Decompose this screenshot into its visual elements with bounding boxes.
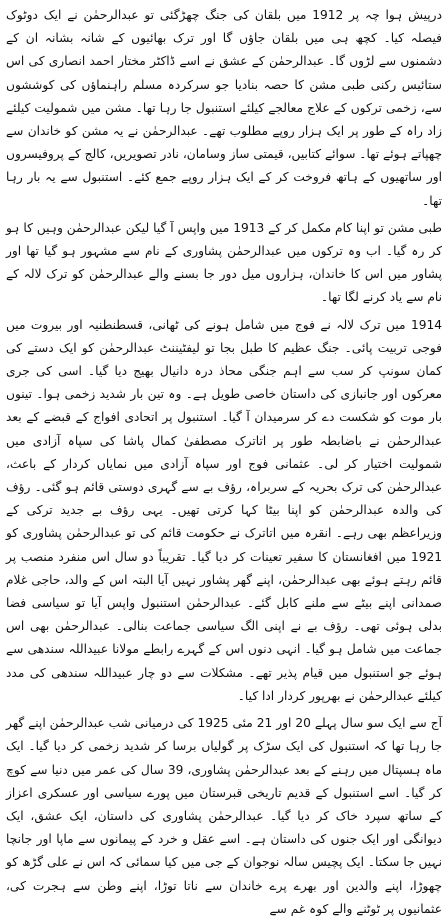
article-paragraph: آج سے ایک سو سال پہلے 20 اور 21 مئی 1925 کی درمیانی شب عبدالرحمٰن اپنے گھر جا رہا تھا کہ استنبول کی ایک سڑک پر گولیاں برسا کر شدید زخمی کر دیا گیا۔ ایک ماہ ہسپتال میں رہنے کے بعد عبدالرحمٰن پشاوری، 39 سال کی عمر میں دنیا سے کوچ کر گیا۔ اسے استنبول کے قدیم تاریخی قبرستان میں پورے سیاسی اور عسکری اعزاز کے ساتھ سپرد خاک کر دیا گیا۔ عبدالرحمٰن پشاوری کی داستان، ایک عشق، ایک دیوانگی اور ایک جنوں کی داستان ہے۔ اسے عقل و خرد کے پیمانوں سے ماپا اور جانچا نہیں جا سکتا۔ ایک پچیس سالہ نوجوان کے جی میں کیا سمائی کہ اس نے علی گڑھ کو چھوڑا، اپنے والدین اور بھرے پرے خاندان سے ناتا توڑا، اپنے وطن سے ہجرت کی، عثمانیوں پر ٹوٹنے والے کوہ غم سے [6,716,442,916]
article-paragraph: درپیش ہوا چہ پر 1912 میں بلقان کی جنگ چھڑگئی تو عبدالرحمٰن نے ایک دوٹوک فیصلہ کیا۔ کچھ ہی میں بلقان جاؤں گا اور ترک بھائیوں کے شانہ بشانہ ان کے دشمنوں سے لڑوں گا۔ عبدالرحمٰن کے عشق نے اسے ڈاکٹر مختار احمد انصاری کی اس ستائیس رکنی طبی مشن کا حصہ بنادیا جو سرکردہ مسلم راہنماؤں کی کوششوں سے، زخمی ترکوں کے علاج معالجے کیلئے استنبول جا رہا تھا۔ مشن میں شمولیت کیلئے زاد راہ کے طور پر ایک ہزار روپے مطلوب تھے۔ عبدالرحمٰن نے یہ مشن کو خاندان سے چھپاتے ہوئے تھا۔ سوائے کتابیں، قیمتی ساز وسامان، نادر تصویریں، کالج کے پروفیسروں اور ساتھیوں کے ہاتھ فروخت کر کے ایک ہزار روپے جمع کئے۔ استنبول سے یہ بار رہا تھا۔ [6,8,442,208]
article-paragraph: طبی مشن تو اپنا کام مکمل کر کے 1913 میں واپس آ گیا لیکن عبدالرحمٰن وہیں کا ہو کر رہ گیا۔ اب وہ ترکوں میں عبدالرحمٰن پشاوری کے نام سے مشہور ہو گیا تھا اور پشاور میں اس کا خاندان، ہزاروں میل دور جا بسنے والے عبدالرحمٰن کو ترک لالہ کے نام سے یاد کرنے لگا تھا۔ [6,220,442,305]
article-paragraph: 1914 میں ترک لالہ نے فوج میں شامل ہونے کی ٹھانی، قسطنطنیہ اور بیروت میں فوجی تربیت پائی۔ جنگ عظیم کا طبل بجا تو لیفٹیننٹ عبدالرحمٰن کو ایک دستے کی کمان سونپ کر سب سے اہم جنگی محاذ درہ دانیال بھیج دیا گیا۔ اسی کی جری معرکوں اور جانبازی کی داستان خاصی طویل ہے۔ وہ تین بار شدید زخمی ہوا۔ تینوں بار موت کو شکست دے کر سرمیدان آ گیا۔ استنبول پر اتحادی افواج کے قبضے کے بعد عبدالرحمٰن نے باضابطہ طور پر اتاترک مصطفیٰ کمال پاشا کی سپاہ آزادی میں شمولیت اختیار کر لی۔ عثمانی فوج اور سپاہ آزادی میں نمایاں کردار کے باعث، عبدالرحمٰن کی ترک بحریہ کے سربراہ، رؤف بے سے گہری دوستی قائم ہو گئی۔ رؤف کی والدہ عبدالرحمٰن کو اپنا بیٹا کہا کرتی تھیں۔ یہی رؤف بے جدید ترکی کے وزیراعظم بھی رہے۔ انقرہ میں اتاترک نے حکومت قائم کی تو عبدالرحمٰن پشاوری کو 1921 میں افغانستان کا سفیر تعینات کر دیا گیا۔ تقریباً دو سال اس منفرد منصب پر قائم رہتے ہوئے بھی عبدالرحمٰن، اپنے گھر پشاور نہیں آیا البتہ اس کے والد، حاجی غلام صمدانی اپنے بیٹے سے ملنے کابل گئے۔ عبدالرحمٰن استنبول واپس آیا تو سیاسی فضا بدلی ہوئی تھی۔ رؤف بے نے اپنی الگ سیاسی جماعت بنالی۔ عبدالرحمٰن بھی اس جماعت میں شامل ہو گیا۔ انہی دنوں اس کے گہرے رابطے مولانا عبیداللہ سندھی سے ہوئے جو استنبول میں قیام پذیر تھے۔ مشکلات سے دو چار عبیداللہ سندھی کی مدد کیلئے عبدالرحمٰن نے بھرپور کردار ادا کیا۔ [6,317,442,703]
